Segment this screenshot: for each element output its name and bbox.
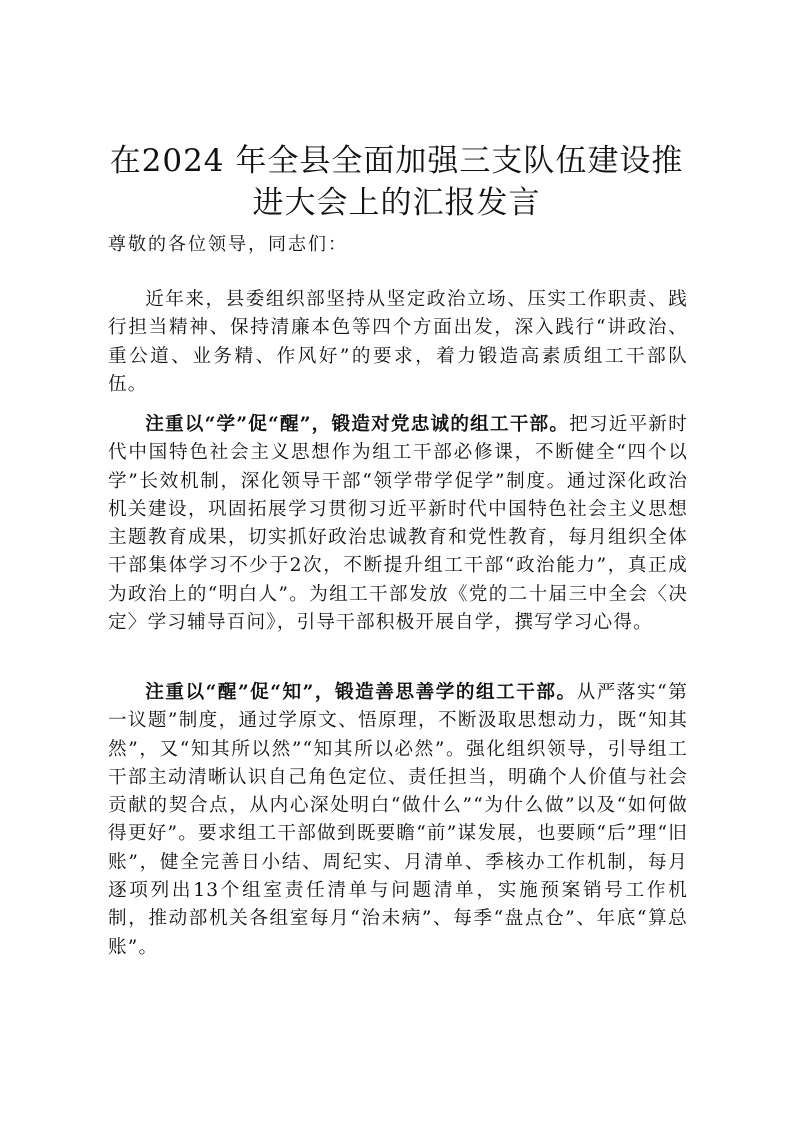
paragraph-intro <box>108 286 688 399</box>
paragraph-section-2 <box>108 679 688 962</box>
paragraph-heading: 注重以“醒”促“知”，锻造善思善学的组工干部。 <box>145 682 577 703</box>
paragraph-heading: 注重以“学”促“醒”，锻造对党忠诚的组工干部。 <box>145 414 570 435</box>
paragraph-body: 近年来，县委组织部坚持从坚定政治立场、压实工作职责、践行担当精神、保持清廉本色等四个方面出发，深入践行“讲政治、重公道、业务精、作风好”的要求，着力锻造高素质组工干部队伍。 <box>108 289 688 395</box>
document-title: 在2024 年全县全面加强三支队伍建设推进大会上的汇报发言 <box>109 143 684 221</box>
paragraph-body: 从严落实“第一议题”制度，通过学原文、悟原理，不断汲取思想动力，既“知其然”，又“知其所以然”“知其所以必然”。强化组织领导，引导组工干部主动清晰认识自己角色定位、责任担当，明确个人价值与社会贡献的契合点，从内心深处明白“做什么”“为什么做”以及“如何做得更好”。要求组工干部做到既要瞻“前”谋发展，也要顾“后”理“旧账”，健全完善日小结、周纪实、月清单、季核办工作机制，每月逐项列出13个组室责任清单与问题清单，实施预案销号工作机制，推动部机关各组室每月“治未病”、每季“盘点仓”、年底“算总账”。 <box>108 682 688 958</box>
paragraph-body: 把习近平新时代中国特色社会主义思想作为组工干部必修课，不断健全“四个以学”长效机制，深化领导干部“领学带学促学”制度。通过深化政治机关建设，巩固拓展学习贯彻习近平新时代中国特色社会主义思想主题教育成果，切实抓好政治忠诚教育和党性教育，每月组织全体干部集体学习不少于2次，不断提升组工干部“政治能力”，真正成为政治上的“明白人”。为组工干部发放《党的二十届三中全会〈决定〉学习辅导百问》，引导干部积极开展自学，撰写学习心得。 <box>108 414 689 634</box>
salutation: 尊敬的各位领导，同志们： <box>108 234 348 255</box>
paragraph-section-1 <box>108 411 688 637</box>
